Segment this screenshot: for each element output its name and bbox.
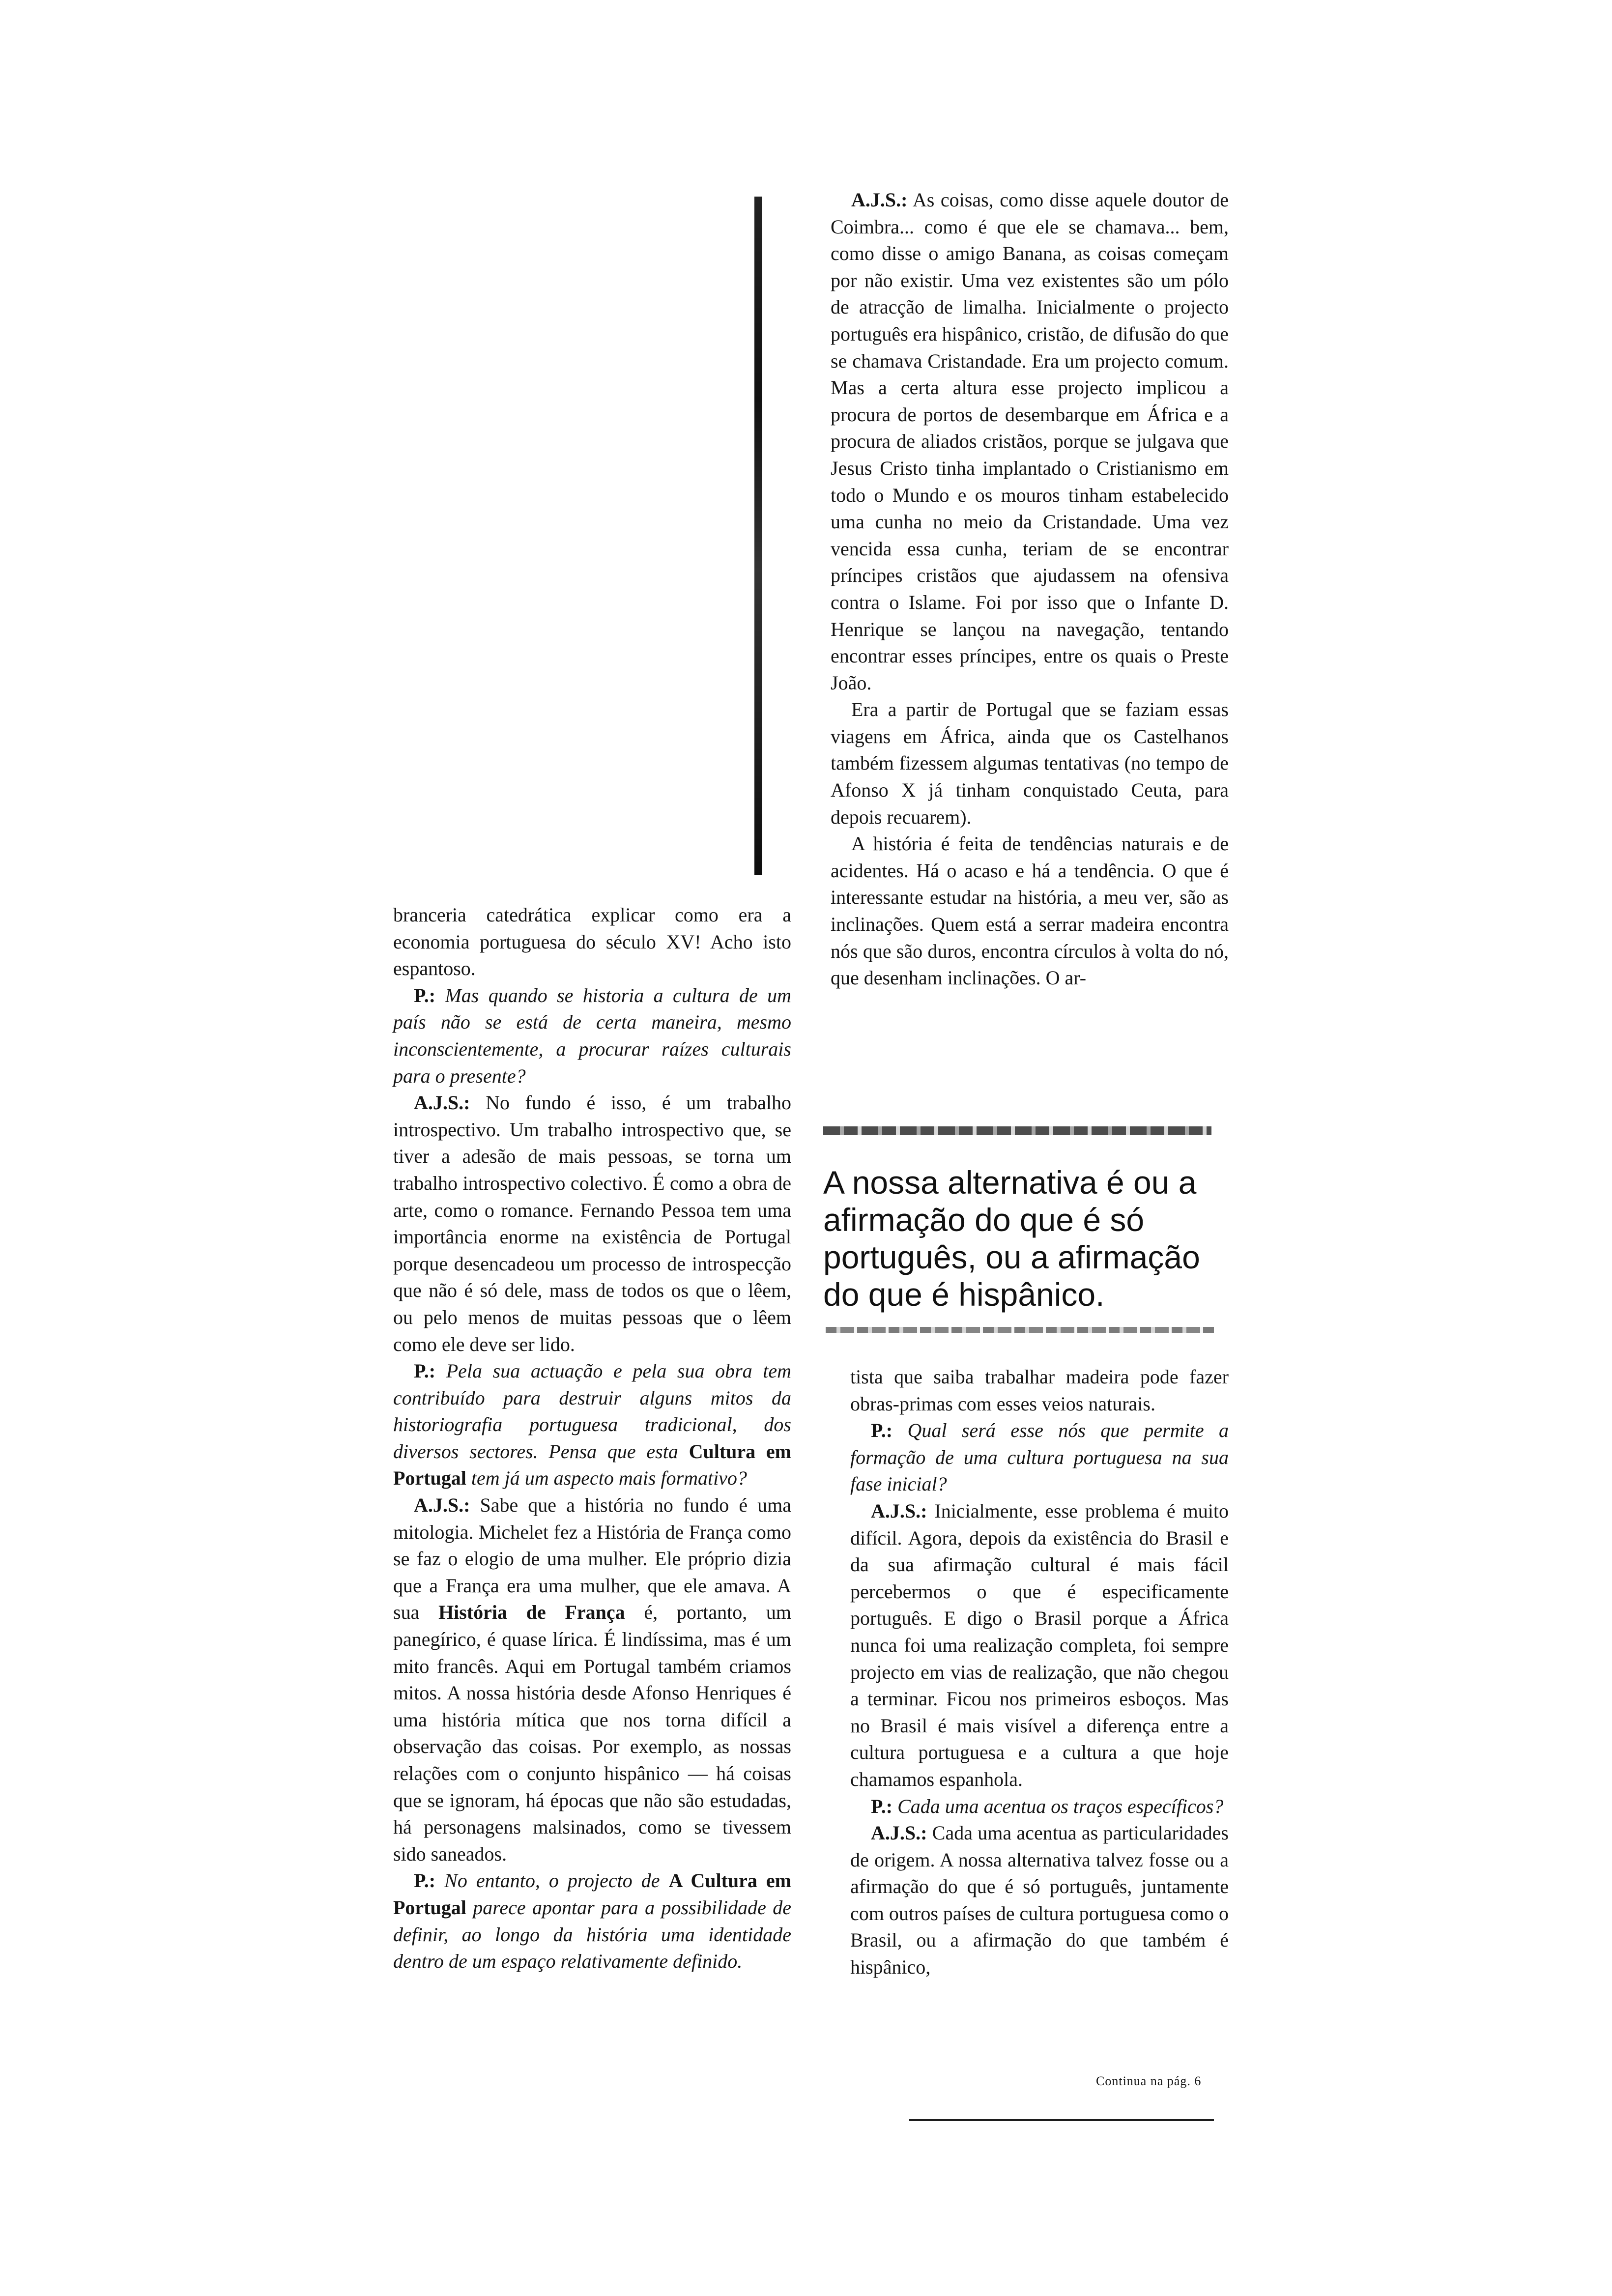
right-column-lower <box>850 1364 1229 1981</box>
answer-text: As coisas, como disse aquele doutor de Coimbra... como é que ele se chamava... bem, como disse o amigo Banana, as coisas começam por não existir. Uma vez existentes são um pólo de atracção de limalha. Inicialmente o projecto português era hispânico, cristão, de difusão do que se chamava Cristandade. Era um projecto comum. Mas a certa altura esse projecto implicou a procura de portos de desembarque em África e a procura de aliados cristãos, porque se julgava que Jesus Cristo tinha implantado o Cristianismo em todo o Mundo e os mouros tinham estabelecido uma cunha no meio da Cristandade. Uma vez vencida essa cunha, teriam de se encontrar príncipes cristãos que ajudassem na ofensiva contra o Islame. Foi por isso que o Infante D. Henrique se lançou na navegação, tentando encontrar esses príncipes, entre os quais o Preste João. <box>831 189 1229 694</box>
speaker-label: P.: <box>871 1419 893 1442</box>
book-title: História de França <box>438 1601 625 1624</box>
answer-text: Sabe que a história no fundo é uma mitologia. Michelet fez a História de França como se faz o elogio de uma mulher. Ele próprio dizia que a França era uma mulher, que ele amava. A sua <box>393 1494 791 1624</box>
speaker-label: A.J.S.: <box>414 1091 470 1114</box>
question-text: Cada uma acentua os traços específicos? <box>897 1795 1224 1817</box>
publication-title: A Cultura em Portugal <box>393 1869 791 1919</box>
speaker-label: P.: <box>414 1360 436 1382</box>
right-column <box>831 187 1229 992</box>
paragraph: Era a partir de Portugal que se faziam essas viagens em África, ainda que os Castelhanos também fizessem algumas tentativas (no tempo de Afonso X já tinham conquistado Ceuta, para depois recuarem). <box>831 698 1229 828</box>
question <box>393 1358 791 1492</box>
answer-text: é, portanto, um panegírico, é quase lírica. É lindíssima, mas é um mito francês. Aqui em Portugal também criamos mitos. A nossa história desde Afonso Henriques é uma história mítica que nos torna difícil a observação das coisas. Por exemplo, as nossas relações com o conjunto hispânico — há coisas que se ignoram, há épocas que não são estudadas, há personagens malsinados, como se tivessem sido saneados. <box>393 1601 792 1865</box>
answer <box>850 1498 1229 1793</box>
speaker-label: A.J.S.: <box>871 1499 927 1522</box>
speaker-label: P.: <box>871 1795 893 1817</box>
pullquote-rule-bottom <box>826 1327 1214 1333</box>
speaker-label: P.: <box>414 1869 436 1892</box>
speaker-label: A.J.S.: <box>414 1494 470 1517</box>
question <box>850 1793 1229 1820</box>
speaker-label: P.: <box>414 984 436 1006</box>
answer-text: No fundo é isso, é um trabalho introspectivo. Um trabalho introspectivo que, se tiver a adesão de mais pessoas, se torna um trabalho introspectivo colectivo. É como a obra de arte, como o romance. Fernando Pessoa tem uma importância enorme na existência de Portugal porque desencadeou um processo de introspecção que não é só dele, mass de todos os que o lêem, ou pelo menos de muitas pessoas que o lêem como ele deve ser lido. <box>393 1091 791 1355</box>
question-text: parece apontar para a possibilidade de definir, ao longo da história uma identidade dentro de um espaço relativamente definido. <box>393 1896 791 1973</box>
question <box>850 1417 1229 1498</box>
question-text: Mas quando se historia a cultura de um país não se está de certa maneira, mesmo inconscientemente, a procurar raízes culturais para o presente? <box>393 984 792 1087</box>
speaker-label: A.J.S.: <box>871 1822 927 1844</box>
paragraph: branceria catedrática explicar como era a economia portuguesa do século XV! Acho isto espantoso. <box>393 904 791 980</box>
paragraph <box>831 187 1229 696</box>
answer-text: Cada uma acentua as particularidades de origem. A nossa alternativa talvez fosse ou a afirmação do que é só português, juntamente com outros países de cultura portuguesa como o Brasil, ou a afirmação do que também é hispânico, <box>850 1822 1229 1979</box>
speaker-label: A.J.S.: <box>851 189 908 211</box>
question-text: Pela sua actuação e pela sua obra tem contribuído para destruir alguns mitos da historiografia portuguesa tradicional, dos diversos sectores. Pensa que esta <box>393 1360 792 1463</box>
publication-title: Cultura em Portugal <box>393 1440 791 1490</box>
left-column <box>393 902 791 1975</box>
answer <box>393 1492 791 1867</box>
answer <box>393 1090 791 1358</box>
question <box>393 982 791 1090</box>
paragraph: tista que saiba trabalhar madeira pode fazer obras-primas com esses veios naturais. <box>850 1366 1229 1415</box>
paragraph: A história é feita de tendências naturais e de acidentes. Há o acaso e há a tendência. O que é interessante estudar na história, a meu ver, são as inclinações. Quem está a serrar madeira encontra nós que são duros, encontra círculos à volta do nó, que desenham inclinações. O ar- <box>831 832 1229 989</box>
column-rule-vertical <box>754 197 762 875</box>
continuation-note: Continua na pág. 6 <box>1096 2074 1202 2088</box>
question-text: tem já um aspecto mais formativo? <box>471 1467 747 1490</box>
pull-quote: A nossa alternativa é ou a afirmação do que é só português, ou a afirmação do que é hispânico. <box>823 1164 1200 1313</box>
page-bottom-rule <box>909 2119 1214 2121</box>
question-text: No entanto, o projecto de <box>444 1869 660 1892</box>
question-text: Qual será esse nós que permite a formação de uma cultura portuguesa na sua fase inicial? <box>850 1419 1229 1495</box>
question <box>393 1867 791 1975</box>
answer-text: Inicialmente, esse problema é muito difícil. Agora, depois da existência do Brasil e da sua afirmação cultural é mais fácil percebermos o que é especificamente português. E digo o Brasil porque a África nunca foi uma realização completa, foi sempre projecto em vias de realização, que não chegou a terminar. Ficou nos primeiros esboços. Mas no Brasil é mais visível a diferença entre a cultura portuguesa e a cultura a que hoje chamamos espanhola. <box>850 1499 1229 1790</box>
pullquote-rule-top <box>823 1126 1211 1135</box>
answer <box>850 1820 1229 1981</box>
